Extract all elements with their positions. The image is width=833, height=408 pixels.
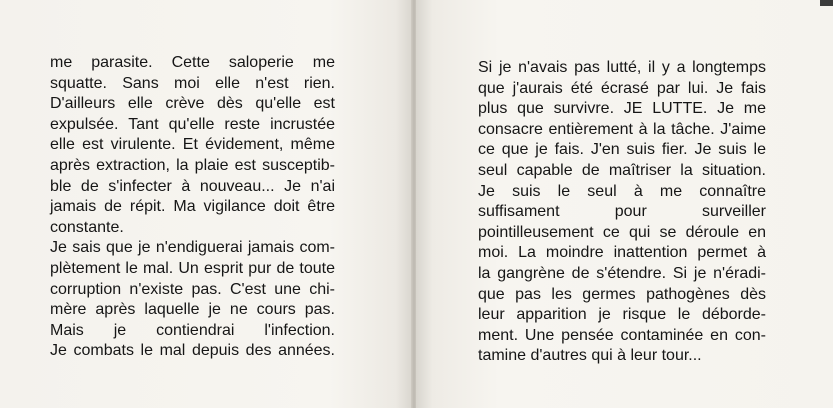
text-line: corruption n'existe pas. C'est une chi- xyxy=(50,280,335,298)
text-line: jamais de répit. Ma vigilance doit être xyxy=(50,198,335,216)
left-page xyxy=(0,0,412,408)
text-line: plètement le mal. Un esprit pur de toute xyxy=(50,259,335,277)
text-line: la gangrène de s'étendre. Si je n'éradi- xyxy=(478,264,766,282)
right-page-text xyxy=(478,58,766,367)
text-line: me parasite. Cette saloperie me xyxy=(50,54,335,71)
text-line: ment. Une pensée contaminée en con- xyxy=(478,326,766,344)
text-line: constante. xyxy=(50,218,124,236)
text-line: tamine d'autres qui à leur tour... xyxy=(478,347,702,365)
text-line: après extraction, la plaie est susceptib- xyxy=(50,156,335,174)
text-line: ce que je fais. J'en suis fier. Je suis le xyxy=(478,141,766,159)
text-line: Mais je contiendrai l'infection. xyxy=(50,321,335,339)
text-line: que j'aurais été écrasé par lui. Je fais xyxy=(478,79,766,97)
text-line: moi. La moindre inattention permet à xyxy=(478,244,766,262)
text-line: squatte. Sans moi elle n'est rien. xyxy=(50,74,335,92)
text-line: suffisament pour surveiller xyxy=(478,203,766,221)
left-page-text xyxy=(50,53,335,362)
text-line: ble de s'infecter à nouveau... Je n'ai xyxy=(50,177,335,195)
text-line: Si je n'avais pas lutté, il y a longtemps xyxy=(478,59,766,76)
text-line: expulsée. Tant qu'elle reste incrustée xyxy=(50,115,335,133)
text-line: consacre entièrement à la tâche. J'aime xyxy=(478,120,766,138)
right-page xyxy=(416,0,833,408)
text-line: elle est virulente. Et évidement, même xyxy=(50,136,335,154)
text-line: Je combats le mal depuis des années. xyxy=(50,342,335,360)
text-line: pointilleusement ce qui se déroule en xyxy=(478,223,766,241)
text-line: que pas les germes pathogènes dès xyxy=(478,285,766,303)
text-line: seul capable de maîtriser la situation. xyxy=(478,161,766,179)
text-line: mère après laquelle je ne cours pas. xyxy=(50,301,335,319)
text-line: plus que survivre. JE LUTTE. Je me xyxy=(478,100,766,118)
text-line: Je sais que je n'endiguerai jamais com- xyxy=(50,239,335,257)
text-line: Je suis le seul à me connaître xyxy=(478,182,766,200)
text-line: leur apparition je risque le débordе- xyxy=(478,306,766,324)
text-line: D'ailleurs elle crève dès qu'elle est xyxy=(50,95,335,113)
corner-mark xyxy=(820,0,833,6)
